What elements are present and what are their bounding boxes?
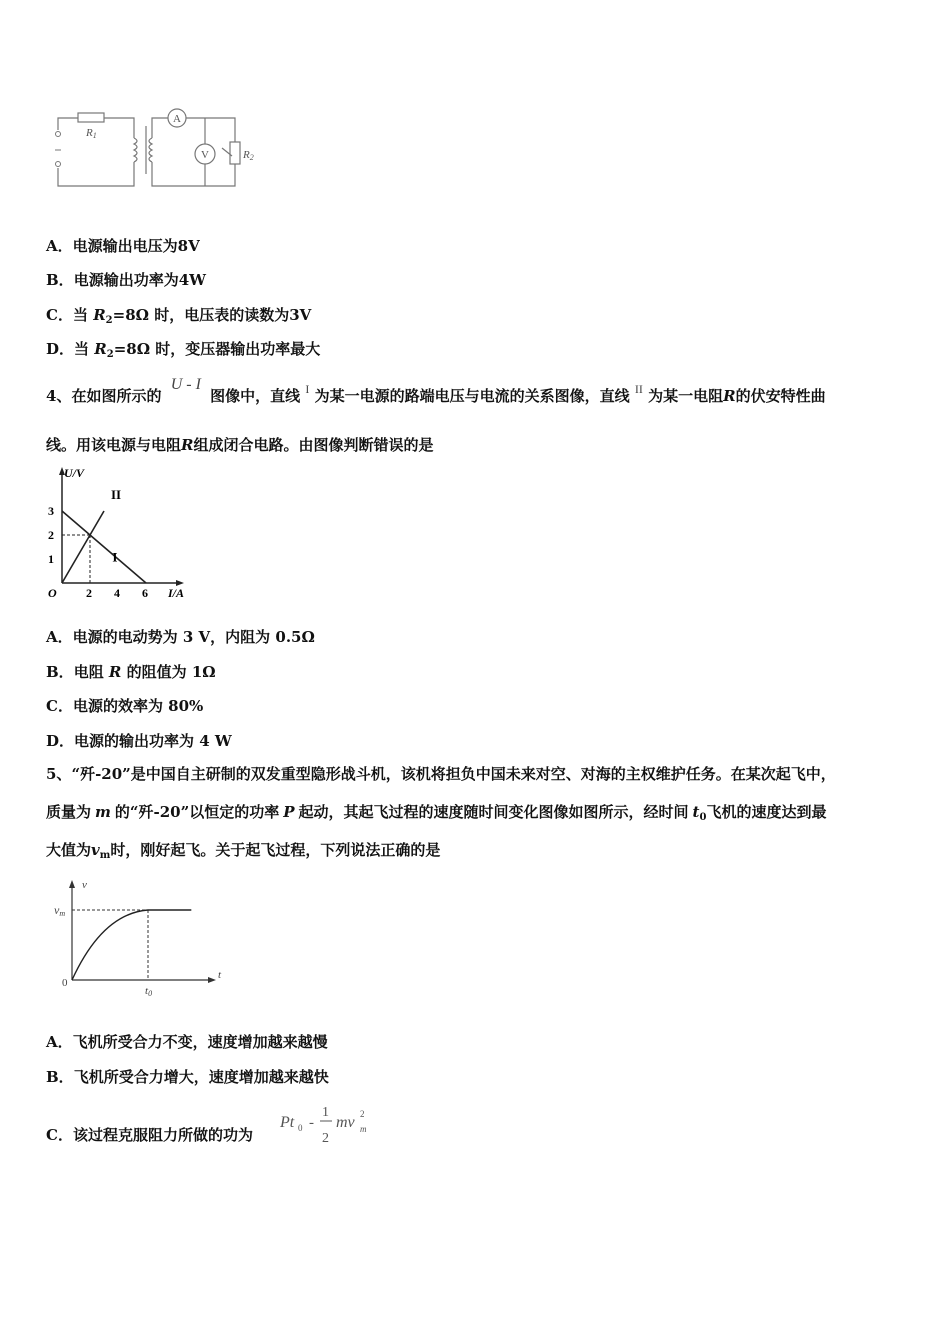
velocity-curve bbox=[72, 910, 191, 980]
vm-tick-label: vm bbox=[54, 903, 66, 918]
q4-option-c[interactable]: C．电源的效率为 80% bbox=[46, 697, 204, 715]
q5-stem-line3: 大值为$v_m$时，刚好起飞。关于起飞过程，下列说法正确的是 bbox=[46, 841, 441, 861]
q4-option-b[interactable]: B．电阻 R 的阻值为 1Ω bbox=[46, 663, 216, 681]
q5-option-a[interactable]: A．飞机所受合力不变，速度增加越来越慢 bbox=[46, 1033, 328, 1051]
x-axis-label: I/A bbox=[168, 586, 185, 600]
svg-text:1: 1 bbox=[322, 1105, 329, 1120]
origin-label: O bbox=[48, 586, 57, 600]
q3-option-b[interactable]: B．电源输出功率为4W bbox=[46, 271, 206, 289]
origin-label: 0 bbox=[62, 977, 68, 989]
q4-option-d[interactable]: D．电源的输出功率为 4 W bbox=[46, 732, 232, 750]
q5-stem-line1: 5、“歼-20”是中国自主研制的双发重型隐形战斗机，该机将担负中国未来对空、对海的主权维护任务。在某次起飞中， bbox=[46, 765, 836, 783]
t0-tick-sub: 0 bbox=[148, 989, 153, 998]
y-tick-label: 3 bbox=[48, 504, 54, 518]
q4-stem-line1: 4、在如图所示的 U - I 图像中，直线 $^I$ 为某一电源的路端电压与电流的关系图像，直线 $^{II}$ 为某一电阻R的伏安特性曲 bbox=[46, 376, 826, 405]
svg-text:Pt: Pt bbox=[280, 1114, 295, 1131]
t0-tick-label: t0 bbox=[145, 985, 153, 998]
series-line-2 bbox=[62, 511, 104, 583]
x-tick-label: 2 bbox=[86, 586, 92, 600]
svg-text:2: 2 bbox=[322, 1131, 329, 1146]
circuit-diagram bbox=[50, 108, 270, 190]
x-axis-arrow bbox=[208, 977, 216, 983]
series-label-ii: II bbox=[111, 487, 122, 502]
svg-text:mv: mv bbox=[336, 1114, 355, 1131]
y-tick-label: 2 bbox=[48, 528, 54, 542]
svg-text:-: - bbox=[309, 1115, 314, 1131]
series-line-1 bbox=[62, 511, 146, 583]
ui-chart bbox=[44, 463, 194, 603]
q4-stem-line2: 线。用该电源与电阻R组成闭合电路。由图像判断错误的是 bbox=[46, 436, 434, 454]
x-tick-label: 6 bbox=[142, 586, 148, 600]
r1-label: R1 bbox=[86, 127, 97, 140]
vm-tick-sub: m bbox=[59, 909, 66, 918]
series-label-i: I bbox=[112, 549, 118, 565]
svg-text:m: m bbox=[360, 1124, 367, 1134]
voltmeter-label: V bbox=[201, 149, 209, 161]
q5-stem-line2: 质量为 m 的“歼-20”以恒定的功率 P 起动，其起飞过程的速度随时间变化图像如图所示，经时间 $t_0$飞机的速度达到最 bbox=[46, 803, 827, 823]
y-tick-label: 1 bbox=[48, 552, 54, 566]
y-axis-label: v bbox=[82, 879, 87, 891]
vt-chart bbox=[52, 872, 232, 1000]
r2-label: R2 bbox=[243, 149, 254, 162]
q5-option-b[interactable]: B．飞机所受合力增大，速度增加越来越快 bbox=[46, 1068, 329, 1086]
ammeter-label: A bbox=[173, 113, 181, 125]
y-axis-label: U/V bbox=[64, 466, 85, 480]
q3-option-d[interactable]: D．当 $R_2=8\Omega$ 时，变压器输出功率最大 bbox=[46, 340, 321, 360]
q3-option-c[interactable]: C．当 $R_2=8\Omega$ 时，电压表的读数为3V bbox=[46, 306, 312, 326]
svg-text:0: 0 bbox=[298, 1123, 303, 1133]
svg-text:2: 2 bbox=[360, 1109, 365, 1119]
x-tick-label: 4 bbox=[114, 586, 120, 600]
q5-option-c[interactable]: C．该过程克服阻力所做的功为 bbox=[46, 1126, 253, 1144]
x-axis-label: t bbox=[218, 969, 222, 981]
q3-option-a[interactable]: A．电源输出电压为8V bbox=[46, 237, 200, 255]
q4-option-a[interactable]: A．电源的电动势为 3 V，内阻为 0.5Ω bbox=[46, 628, 315, 646]
y-axis-arrow bbox=[69, 880, 75, 888]
work-formula bbox=[278, 1100, 378, 1148]
